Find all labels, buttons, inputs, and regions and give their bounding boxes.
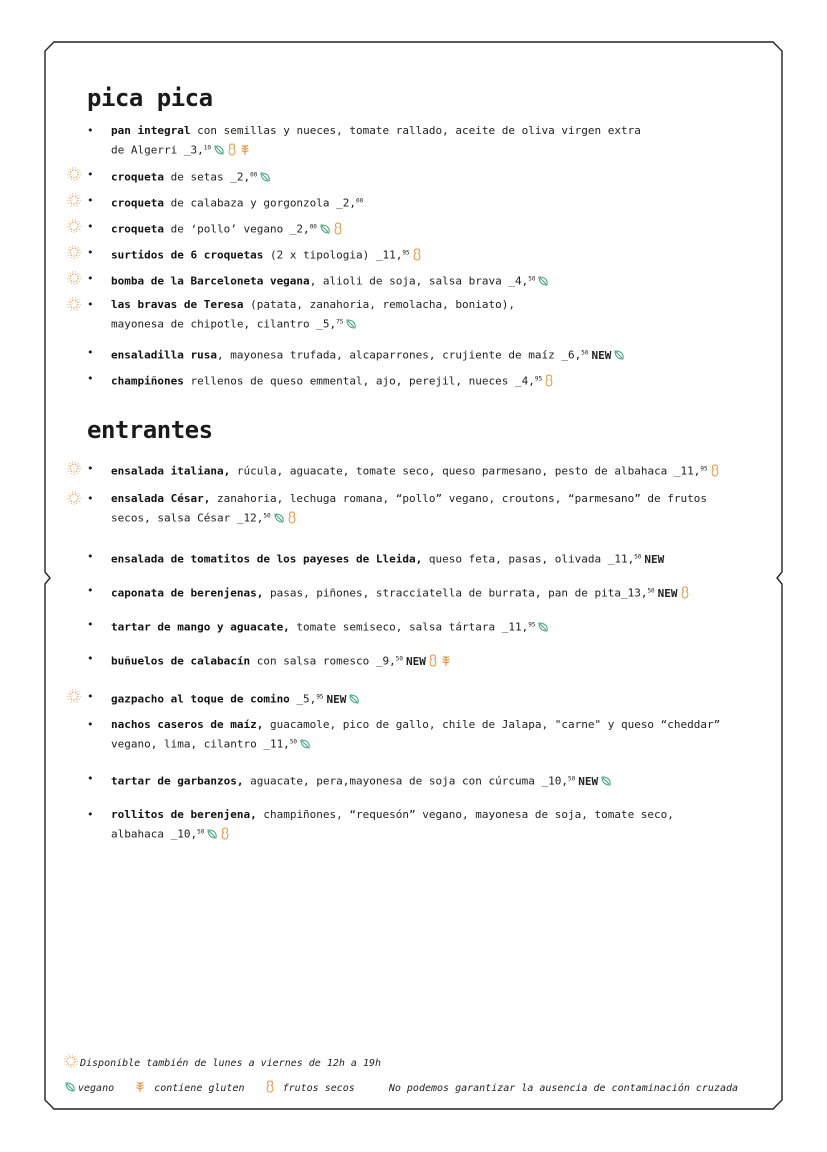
sun-icon <box>67 271 81 290</box>
price-cents: 95 <box>402 249 410 256</box>
price-cents: 95 <box>316 693 324 700</box>
menu-item-text <box>111 650 767 672</box>
dish-name: caponata de berenjenas, <box>111 586 264 600</box>
menu-item-text <box>111 716 767 755</box>
menu-item-text <box>111 806 767 845</box>
dish-name: tartar de garbanzos, <box>111 774 244 788</box>
vegan-icon <box>345 318 357 335</box>
menu-item-text <box>111 490 767 529</box>
dish-name: gazpacho al toque de comino <box>111 692 290 706</box>
vegan-icon <box>273 512 285 529</box>
price-cents: 10 <box>203 144 211 151</box>
dish-description: _5, <box>289 692 317 706</box>
vegan-icon <box>537 621 549 638</box>
bullet: • <box>87 194 94 207</box>
menu-item-text <box>111 296 767 335</box>
new-badge: NEW <box>657 586 678 600</box>
dish-description: con salsa romesco _9, <box>250 654 396 668</box>
nuts-icon <box>227 143 237 161</box>
bullet: • <box>87 168 94 181</box>
dish-name: ensalada César, <box>111 492 211 505</box>
menu-item-text <box>111 616 767 638</box>
new-badge: NEW <box>578 774 599 788</box>
menu-item-text <box>111 582 767 604</box>
dish-description: de calabaza y gorgonzola _2, <box>163 196 357 210</box>
vegan-icon <box>259 171 271 188</box>
vegan-icon <box>537 275 549 292</box>
legend-nuts <box>265 1083 355 1094</box>
availability-note <box>64 1054 381 1071</box>
dish-description: de setas _2, <box>163 170 251 184</box>
nuts-icon <box>680 586 690 604</box>
dish-name: rollitos de berenjena, <box>111 808 257 821</box>
dish-name: ensalada italiana, <box>111 464 231 478</box>
bullet: • <box>87 492 94 505</box>
new-badge: NEW <box>406 654 426 668</box>
bullet: • <box>87 772 94 785</box>
dish-name: pan integral <box>111 124 191 137</box>
menu-item-text <box>111 270 767 292</box>
menu-item-text <box>111 770 767 792</box>
dish-name: croqueta <box>111 170 164 184</box>
dish-name: surtidos de 6 croquetas <box>111 248 264 262</box>
bullet: • <box>87 618 94 631</box>
dish-description: guacamole, pico de gallo, chile de Jalapa, "carne" y queso “cheddar” <box>263 718 721 731</box>
bullet: • <box>87 298 94 311</box>
dish-name: buñuelos de calabacín <box>111 654 251 668</box>
dish-name: nachos caseros de maíz, <box>111 718 264 731</box>
price-cents: 50 <box>567 775 576 782</box>
menu-item-text <box>111 244 767 266</box>
legend-gluten <box>134 1083 244 1094</box>
legend-gluten-label: contiene gluten <box>154 1083 245 1094</box>
menu-item-text <box>111 548 767 568</box>
price-cents: 50 <box>289 738 298 745</box>
legend <box>64 1080 738 1096</box>
price-cents: 50 <box>263 512 271 519</box>
gluten-icon <box>134 1081 146 1096</box>
dish-description-cont: vegano, lima, cilantro _11, <box>111 737 290 751</box>
dish-description: aguacate, pera,mayonesa de soja con cúrcuma _10, <box>243 774 568 788</box>
nuts-icon <box>710 464 720 482</box>
menu-item-text <box>111 122 767 161</box>
price-cents: 50 <box>647 587 655 594</box>
dish-description: champiñones, “requesón” vegano, mayonesa de soja, tomate seco, <box>256 808 674 821</box>
dish-name: bomba de la Barceloneta vegana <box>111 274 310 288</box>
dish-name: ensalada de tomatitos de los payeses de Lleida, <box>111 552 423 566</box>
menu-item-text <box>111 370 767 392</box>
bullet: • <box>87 372 94 385</box>
legend-vegan-label: vegano <box>78 1083 115 1094</box>
dish-description: tomate semiseco, salsa tártara _11, <box>289 620 529 634</box>
dish-name: las bravas de Teresa <box>111 298 244 311</box>
sun-icon <box>67 461 81 480</box>
bullet: • <box>87 652 94 665</box>
price-cents: 50 <box>197 828 205 835</box>
bullet: • <box>87 272 94 285</box>
dish-name: croqueta <box>111 222 164 236</box>
dish-description: rellenos de queso emmental, ajo, perejil, nueces _4, <box>183 374 535 388</box>
price-cents: 75 <box>336 318 344 325</box>
sun-icon <box>64 1054 78 1071</box>
dish-description: rúcula, aguacate, tomate seco, queso parmesano, pesto de albahaca _11, <box>230 464 701 478</box>
menu-item-text <box>111 460 767 482</box>
dish-description: con semillas y nueces, tomate rallado, aceite de oliva virgen extra <box>190 124 641 137</box>
sun-icon <box>67 491 81 510</box>
vegan-icon <box>613 349 625 366</box>
bullet: • <box>87 220 94 233</box>
price-cents: 00 <box>356 197 364 204</box>
dish-description: zanahoria, lechuga romana, “pollo” vegano, croutons, “parmesano” de frutos <box>210 492 708 505</box>
vegan-icon <box>348 693 360 710</box>
nuts-icon <box>287 511 297 529</box>
bullet: • <box>87 808 94 821</box>
menu-item-text <box>111 218 767 240</box>
bullet: • <box>87 690 94 703</box>
price-cents: 50 <box>395 655 404 662</box>
disclaimer: No podemos garantizar la ausencia de contaminación cruzada <box>388 1083 739 1094</box>
bullet: • <box>87 584 94 597</box>
bullet: • <box>87 718 94 731</box>
sun-icon <box>67 219 81 238</box>
dish-name: croqueta <box>111 196 164 210</box>
price-cents: 00 <box>309 223 317 230</box>
menu-item-text <box>111 344 767 366</box>
price-cents: 50 <box>528 275 536 282</box>
vegan-icon <box>299 738 311 755</box>
price-cents: 50 <box>634 553 642 560</box>
dish-name: tartar de mango y aguacate, <box>111 620 290 634</box>
nuts-icon <box>265 1080 275 1096</box>
gluten-icon <box>440 655 452 672</box>
sun-icon <box>67 167 81 186</box>
nuts-icon <box>220 827 230 845</box>
sun-icon <box>67 245 81 264</box>
bullet: • <box>87 346 94 359</box>
nuts-icon <box>412 248 422 266</box>
dish-description: queso feta, pasas, olivada _11, <box>422 552 635 566</box>
dish-name: ensaladilla rusa <box>111 348 217 362</box>
dish-description-cont: de Algerri _3, <box>111 143 204 157</box>
dish-description-cont: secos, salsa César _12, <box>111 511 264 525</box>
vegan-icon <box>206 828 218 845</box>
price-cents: 50 <box>581 349 589 356</box>
gluten-icon <box>239 144 251 161</box>
bullet: • <box>87 550 94 563</box>
price-cents: 00 <box>250 171 258 178</box>
nuts-icon <box>333 222 343 240</box>
sun-icon <box>67 193 81 212</box>
bullet: • <box>87 462 94 475</box>
bullet: • <box>87 124 94 137</box>
new-badge: NEW <box>644 552 665 566</box>
new-badge: NEW <box>591 348 612 362</box>
sun-icon <box>67 297 81 316</box>
dish-name: champiñones <box>111 374 184 388</box>
section-title-entrantes: entrantes <box>87 416 213 444</box>
dish-description: , alioli de soja, salsa brava _4, <box>309 274 529 288</box>
vegan-icon <box>319 223 331 240</box>
menu-item-text <box>111 166 767 188</box>
dish-description: de ‘pollo’ vegano _2, <box>163 222 310 236</box>
availability-text: Disponible también de lunes a viernes de 12h a 19h <box>80 1058 382 1069</box>
vegan-icon <box>600 775 612 792</box>
legend-vegan <box>64 1083 114 1094</box>
dish-description: (patata, zanahoria, remolacha, boniato), <box>243 298 515 311</box>
nuts-icon <box>428 654 438 672</box>
vegan-icon <box>64 1081 76 1096</box>
section-title-pica-pica: pica pica <box>87 84 213 112</box>
new-badge: NEW <box>326 692 347 706</box>
price-cents: 95 <box>700 465 708 472</box>
menu-item-text <box>111 688 767 710</box>
price-cents: 95 <box>534 375 543 382</box>
legend-nuts-label: frutos secos <box>282 1083 355 1094</box>
dish-description-cont: mayonesa de chipotle, cilantro _5, <box>111 317 337 331</box>
menu-item-text <box>111 192 767 212</box>
bullet: • <box>87 246 94 259</box>
vegan-icon <box>213 144 225 161</box>
dish-description: pasas, piñones, stracciatella de burrata, pan de pita_13, <box>263 586 648 600</box>
nuts-icon <box>544 374 554 392</box>
dish-description: (2 x tipologia) _11, <box>263 248 403 262</box>
price-cents: 95 <box>528 621 536 628</box>
dish-description: , mayonesa trufada, alcaparrones, crujiente de maíz _6, <box>216 348 582 362</box>
sun-icon <box>67 689 81 708</box>
dish-description-cont: albahaca _10, <box>111 827 198 841</box>
